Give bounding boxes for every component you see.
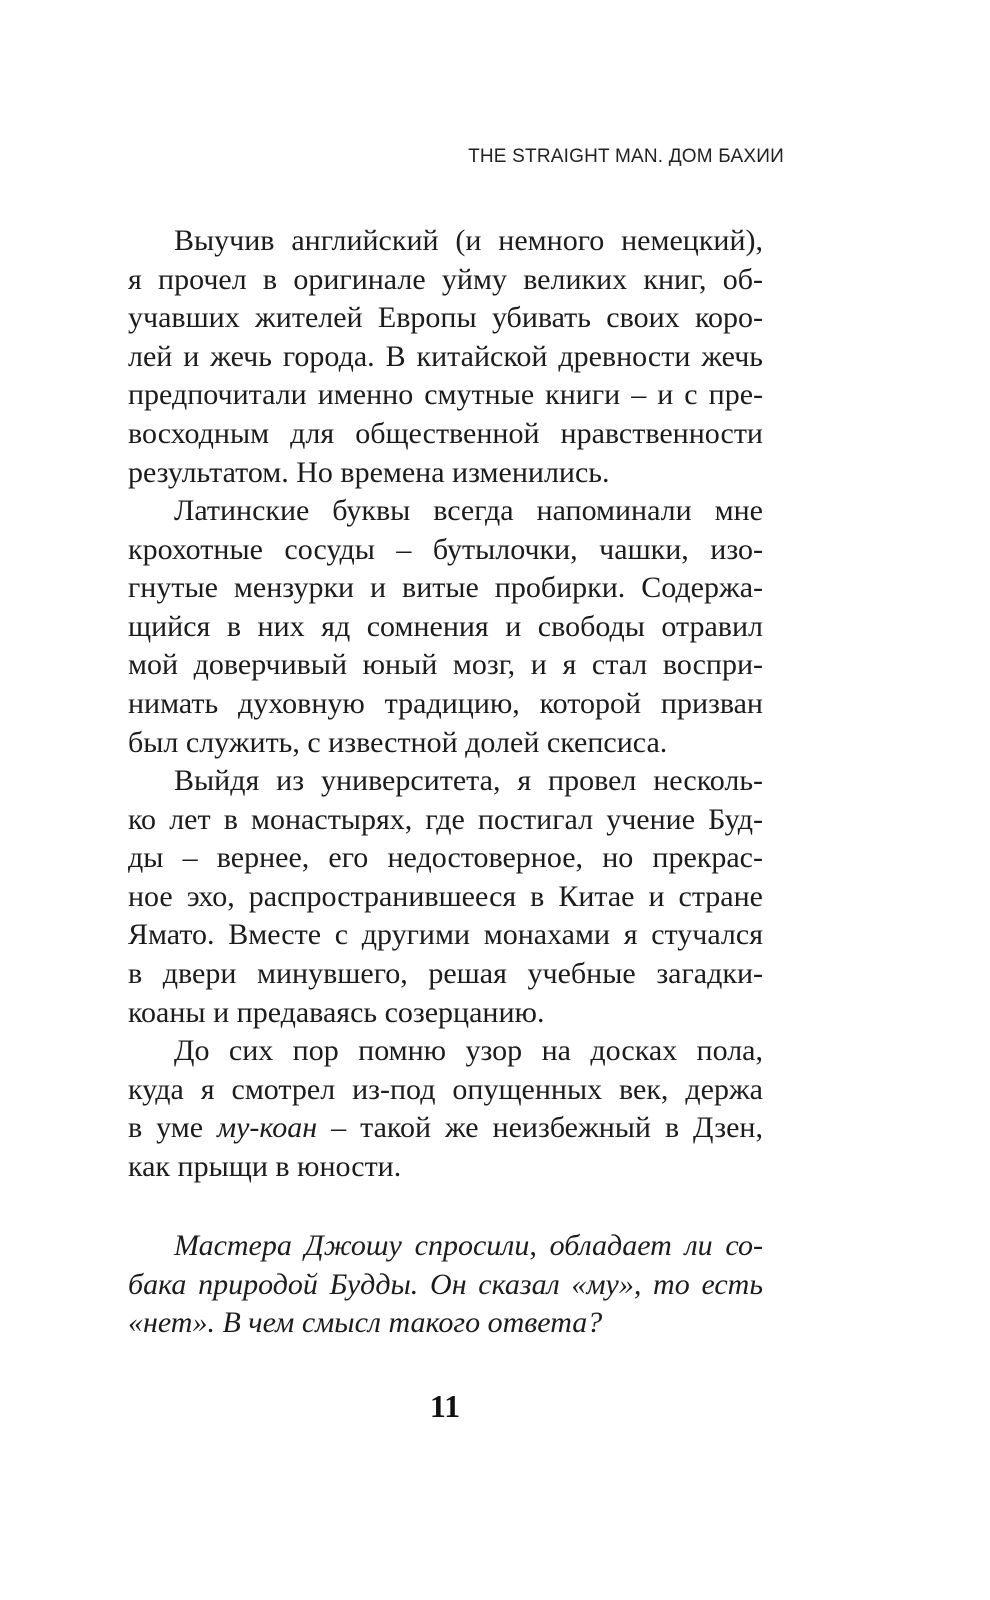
text-line: я прочел в оригинале уйму великих книг, об- xyxy=(128,262,763,296)
text-line: ное эхо, распространившееся в Китае и стране xyxy=(128,879,763,913)
text-line: куда я смотрел из-под опущенных век, держа xyxy=(128,1072,763,1106)
koan-epigraph xyxy=(128,1227,763,1343)
text-line: Мастера Джошу спросили, обладает ли со- xyxy=(174,1229,763,1262)
text-line: Ямато. Вместе с другими монахами я стучался xyxy=(128,918,763,952)
paragraph-4 xyxy=(128,1032,763,1186)
text-line: ды – вернее, его недостоверное, но прекрас- xyxy=(128,841,763,875)
text-line: гнутые мензурки и витые пробирки. Содержа- xyxy=(128,571,763,605)
text-line: крохотные сосуды – бутылочки, чашки, изо- xyxy=(128,532,763,566)
text-fragment: в уме xyxy=(128,1111,217,1145)
text-line: Латинские буквы всегда напоминали мне xyxy=(174,494,763,527)
text-line: учавших жителей Европы убивать своих коро- xyxy=(128,301,763,335)
text-line: Выйдя из университета, я провел несколь- xyxy=(174,764,763,797)
text-line: мой доверчивый юный мозг, и я стал воспри- xyxy=(128,648,763,682)
text-line: Выучив английский (и немного немецкий), xyxy=(174,224,763,257)
italic-term: му-коан xyxy=(216,1111,318,1145)
paragraph-2 xyxy=(128,492,763,762)
page-number: 11 xyxy=(429,1388,461,1424)
text-line: предпочитали именно смутные книги – и с пре- xyxy=(128,378,763,412)
paragraph-1 xyxy=(128,222,763,492)
text-line: До сих пор помню узор на досках пола, xyxy=(174,1034,763,1067)
text-line: восходным для общественной нравственности xyxy=(128,416,763,450)
text-fragment: – такой же неизбежный в Дзен, xyxy=(317,1111,763,1145)
text-line: коаны и предаваясь созерцанию. xyxy=(128,995,545,1029)
paragraph-3 xyxy=(128,762,763,1032)
text-line-with-term xyxy=(128,1109,763,1148)
text-line: был служить, с известной долей скепсиса. xyxy=(128,725,668,759)
text-line: бака природой Будды. Он сказал «му», то есть xyxy=(128,1267,763,1301)
text-line: нимать духовную традицию, которой призван xyxy=(128,686,763,720)
text-line: как прыщи в юности. xyxy=(128,1149,402,1183)
text-line: в двери минувшего, решая учебные загадки- xyxy=(128,956,763,990)
text-line: результатом. Но времена изменились. xyxy=(128,455,610,489)
running-header: THE STRAIGHT MAN. ДОМ БАХИИ xyxy=(468,146,784,167)
text-line: ко лет в монастырях, где постигал учение Буд- xyxy=(128,802,763,836)
text-line: лей и жечь города. В китайской древности жечь xyxy=(128,339,763,373)
text-line: щийся в них яд сомнения и свободы отравил xyxy=(128,609,763,643)
text-line: «нет». В чем смысл такого ответа? xyxy=(128,1306,603,1340)
